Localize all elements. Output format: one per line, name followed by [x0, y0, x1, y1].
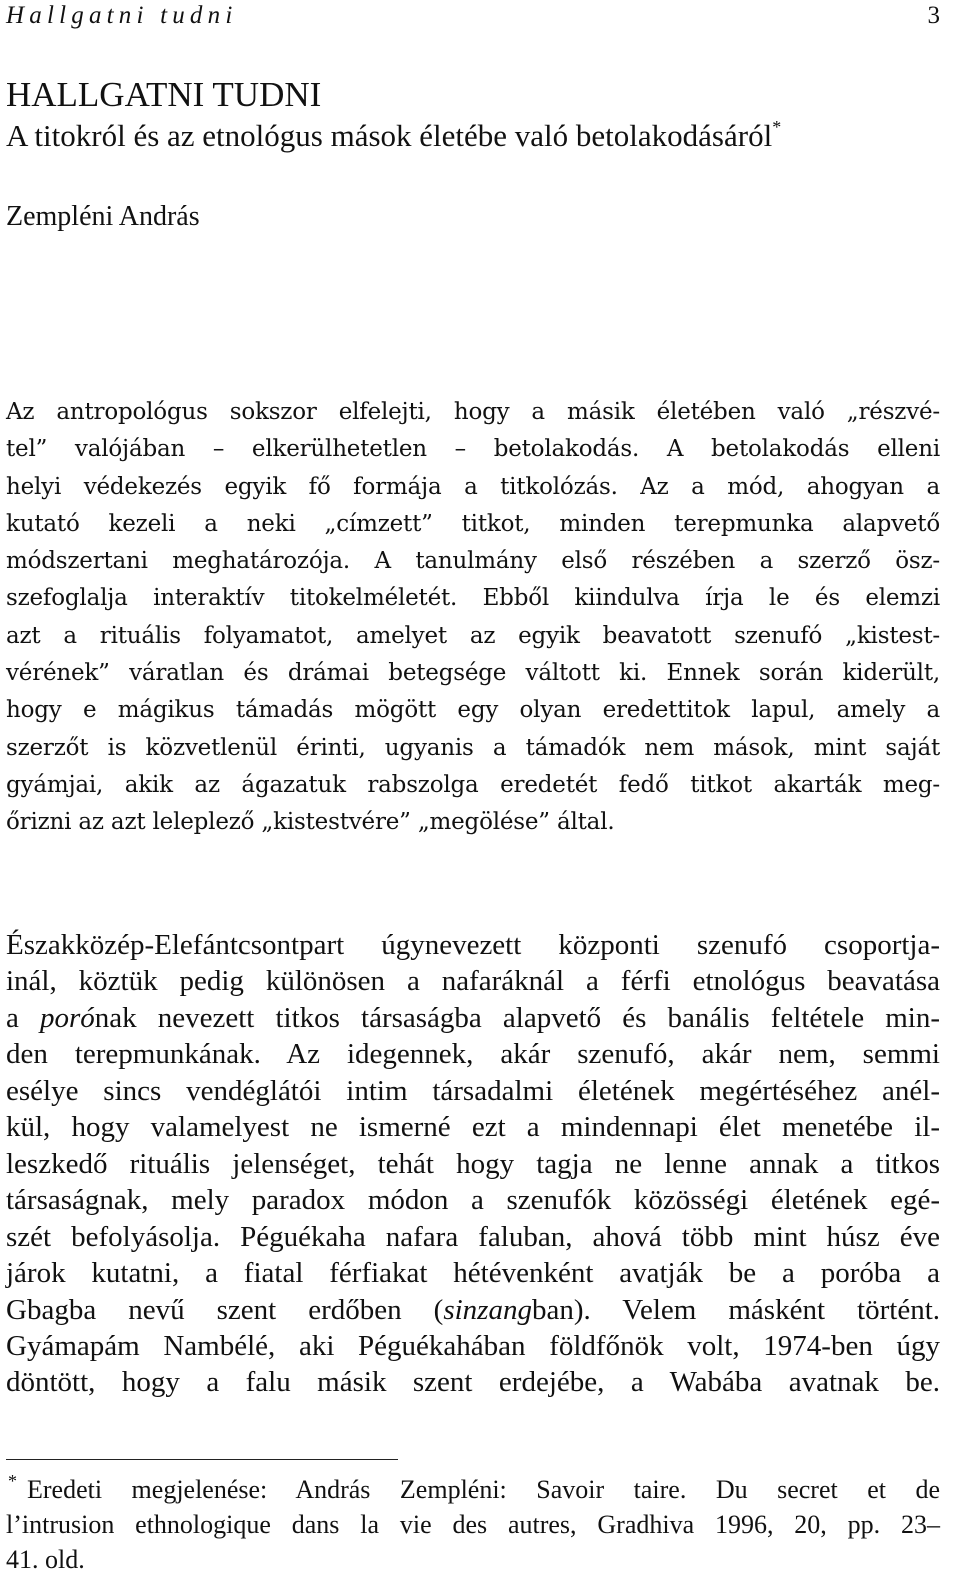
- body-text-run: a: [6, 1001, 40, 1034]
- subtitle-footnote-mark[interactable]: *: [772, 116, 782, 137]
- body-text-run: döntött, hogy a falu másik szent erdejébe, a Wabába avatnak be.: [6, 1366, 940, 1399]
- body-text-run: Északközép-Elefántcsontpart úgynevezett központi szenufó csoportja-: [6, 929, 940, 961]
- body-line: [6, 1073, 940, 1109]
- footnote: [6, 1472, 940, 1577]
- body-line: [6, 1364, 940, 1400]
- body-text-run: szét befolyásolja. Péguékaha nafara faluban, ahová több mint húsz éve: [6, 1220, 940, 1253]
- running-title: Hallgatni tudni: [6, 2, 238, 29]
- abstract-line: vérének” váratlan és drámai betegsége váltott ki. Ennek során kiderült,: [6, 660, 940, 687]
- author-name: Zempléni András: [6, 201, 200, 232]
- body-text-run: nak nevezett titkos társaságba alapvető és banális feltétele min-: [94, 1001, 941, 1034]
- abstract-paragraph: [6, 394, 940, 842]
- abstract-line: Az antropológus sokszor elfelejti, hogy a másik életében való „részvé-: [6, 399, 940, 425]
- body-line: [6, 1182, 940, 1218]
- body-text-run: esélye sincs vendéglátói intim társadalmi életének megértéséhez anél-: [6, 1074, 940, 1107]
- body-text-run: ban). Velem másként történt.: [531, 1293, 940, 1326]
- body-line: [6, 1328, 940, 1364]
- article-subtitle-text: A titokról és az etnológus mások életébe való betolakodásáról: [6, 118, 773, 153]
- footnote-marker: *: [8, 1471, 17, 1491]
- body-line: [6, 1036, 940, 1072]
- abstract-line: módszertani meghatározója. A tanulmány első részében a szerző ösz-: [6, 548, 940, 575]
- abstract-line: tel” valójában – elkerülhetetlen – betolakodás. A betolakodás elleni: [6, 436, 940, 463]
- abstract-line: őrizni az azt leleplező „kistestvére” „megölése” által.: [6, 809, 615, 836]
- footnote-text: Eredeti megjelenése: András Zempléni: Savoir taire. Du secret et de: [27, 1475, 940, 1504]
- body-line: [6, 1219, 940, 1255]
- footnote-text: l’intrusion ethnologique dans la vie des autres, Gradhiva 1996, 20, pp. 23–: [6, 1510, 940, 1539]
- body-line: [6, 963, 940, 999]
- footnote-line: [6, 1507, 940, 1542]
- body-text-run: járok kutatni, a fiatal férfiakat hétévenként avatják be a poróba a: [6, 1257, 940, 1290]
- article-subtitle: [6, 116, 940, 156]
- body-italic-run: poró: [39, 1001, 95, 1034]
- title-block: [6, 74, 940, 156]
- footnote-text: 41. old.: [6, 1545, 85, 1574]
- abstract-line: kutató kezeli a neki „címzett” titkot, minden terepmunka alapvető: [6, 510, 940, 537]
- body-italic-run: sinzang: [443, 1293, 532, 1326]
- body-line: [6, 1109, 940, 1145]
- body-line: [6, 1292, 940, 1328]
- body-line: [6, 1255, 940, 1291]
- article-title: HALLGATNI TUDNI: [6, 75, 322, 114]
- abstract-line: hogy e mágikus támadás mögött egy olyan eredettitok lapul, amely a: [6, 697, 940, 724]
- body-text-run: társaságnak, mely paradox módon a szenufók közösségi életének egé-: [6, 1184, 940, 1217]
- body-text-run: den terepmunkának. Az idegennek, akár szenufó, akár nem, semmi: [6, 1038, 940, 1071]
- body-line: [6, 927, 940, 963]
- body-text-run: kül, hogy valamelyest ne ismerné ezt a mindennapi élet menetébe il-: [6, 1111, 940, 1144]
- abstract-line: helyi védekezés egyik fő formája a titkolózás. Az a mód, ahogyan a: [6, 473, 940, 500]
- footnote-line: [6, 1472, 940, 1507]
- body-text-run: inál, köztük pedig különösen a nafaráknál a férfi etnológus beavatása: [6, 965, 940, 998]
- body-text-run: Gbagba nevű szent erdőben (: [6, 1293, 444, 1326]
- body-line: [6, 1000, 940, 1036]
- body-text-run: leszkedő rituális jelenséget, tehát hogy tagja ne lenne annak a titkos: [6, 1147, 940, 1180]
- body-paragraph: [6, 927, 940, 1401]
- page-number: 3: [927, 2, 940, 29]
- body-line: [6, 1146, 940, 1182]
- running-header: [6, 2, 940, 32]
- abstract-line: szefoglalja interaktív titokelméletét. Ebből kiindulva írja le és elemzi: [6, 585, 940, 612]
- body-text-run: Gyámapám Nambélé, aki Péguékahában földfőnök volt, 1974-ben úgy: [6, 1329, 940, 1362]
- abstract-line: szerzőt is közvetlenül érinti, ugyanis a támadók nem mások, mint saját: [6, 734, 940, 761]
- footnote-line: [6, 1542, 940, 1577]
- abstract-line: azt a rituális folyamatot, amelyet az egyik beavatott szenufó „kistest-: [6, 622, 940, 649]
- abstract-line: gyámjai, akik az ágazatuk rabszolga eredetét fedő titkot akarták meg-: [6, 771, 940, 798]
- footnote-divider: [6, 1459, 398, 1460]
